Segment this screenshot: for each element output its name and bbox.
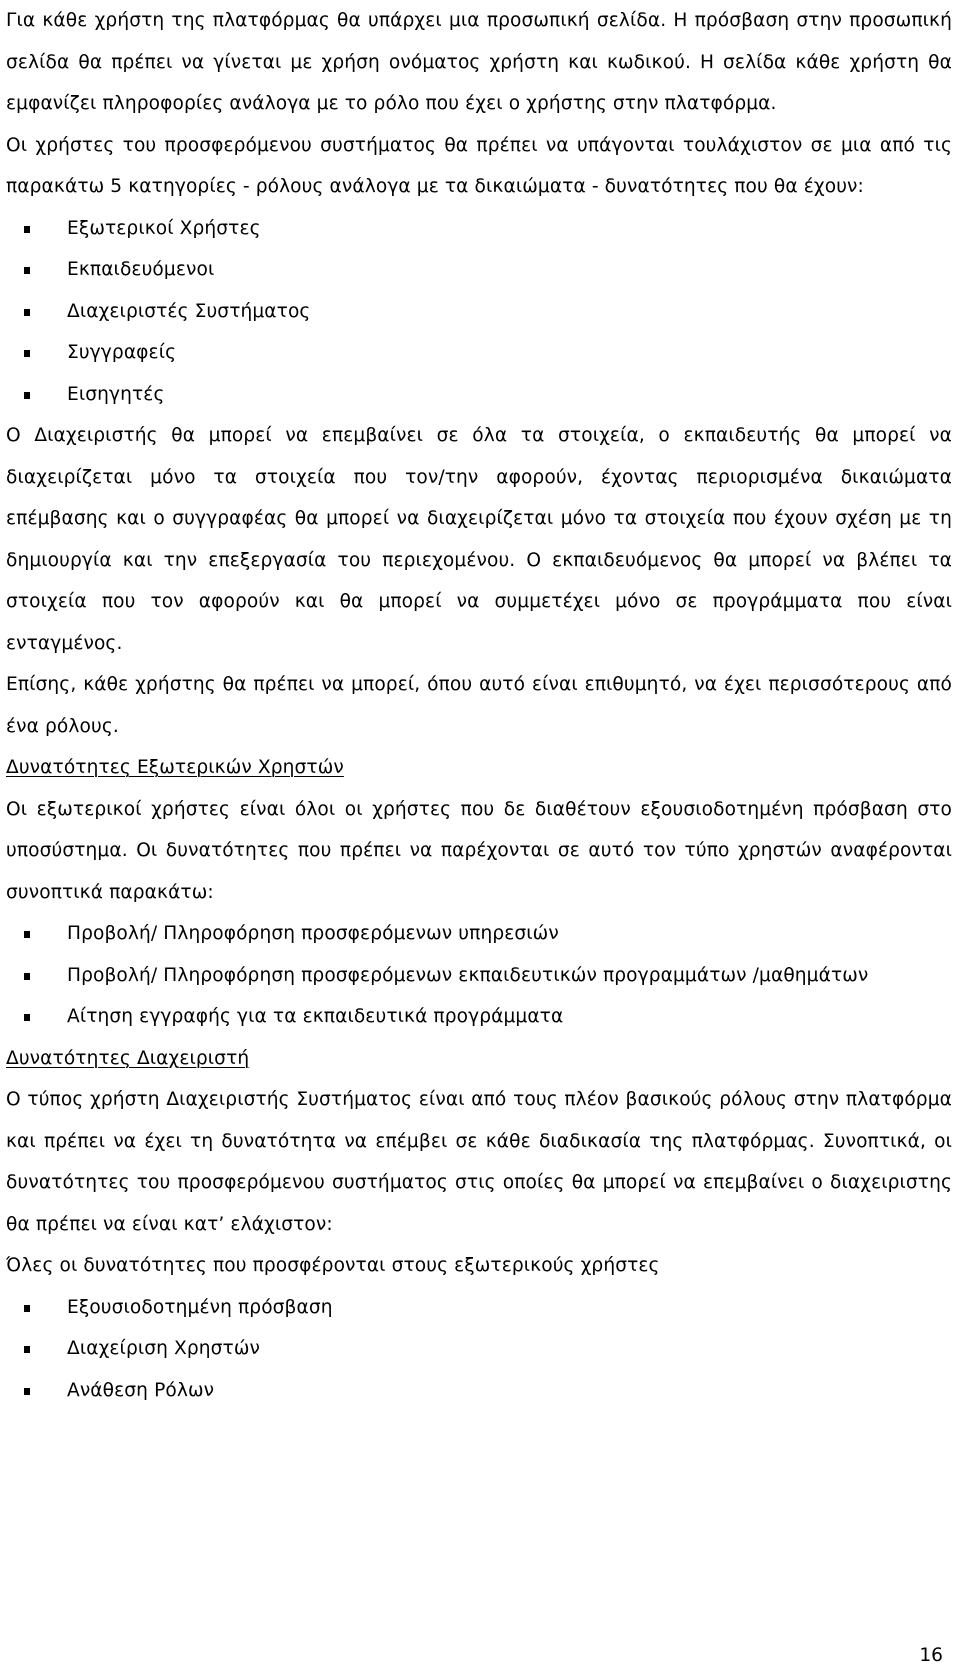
list-item-text: Ανάθεση Ρόλων: [67, 1379, 215, 1401]
list-item: [6, 955, 952, 997]
bullet-icon: [24, 1305, 30, 1312]
list-item: [6, 1287, 952, 1329]
bullet-icon: [24, 267, 30, 274]
list-item: [6, 1328, 952, 1370]
list-item-text: Εισηγητές: [67, 383, 165, 405]
administrator-list: [6, 1287, 952, 1412]
list-item-text: Εξωτερικοί Χρήστες: [67, 217, 261, 239]
external-users-heading: Δυνατότητες Εξωτερικών Χρηστών: [6, 757, 344, 778]
bullet-icon: [24, 973, 30, 980]
bullet-icon: [24, 931, 30, 938]
bullet-icon: [24, 226, 30, 233]
multiple-roles-paragraph: Επίσης, κάθε χρήστης θα πρέπει να μπορεί, όπου αυτό είναι επιθυμητό, να έχει περισσότερους από ένα ρόλους.: [6, 674, 952, 737]
list-item-text: Διαχειριστές Συστήματος: [67, 300, 311, 322]
list-item-text: Προβολή/ Πληροφόρηση προσφερόμενων εκπαιδευτικών προγραμμάτων /μαθημάτων: [67, 964, 869, 986]
list-item: [6, 374, 952, 416]
roles-description-paragraph: Ο Διαχειριστής θα μπορεί να επεμβαίνει σε όλα τα στοιχεία, ο εκπαιδευτής θα μπορεί να διαχειρίζεται μόνο τα στοιχεία που τον/την αφορούν, έχοντας περιορισμένα δικαιώματα επέμβασης και ο συγγραφέας θα μπορεί να διαχειρίζεται μόνο τα στοιχεία που έχουν σχέση με τη δημιουργία και την επεξεργασία του περιεχομένου. Ο εκπαιδευόμενος θα μπορεί να βλέπει τα στοιχεία που τον αφορούν και θα μπορεί να συμμετέχει μόνο σε προγράμματα που είναι ενταγμένος.: [6, 425, 952, 654]
administrator-paragraph: Ο τύπος χρήστη Διαχειριστής Συστήματος είναι από τους πλέον βασικούς ρόλους στην πλατφόρμα και πρέπει να έχει τη δυνατότητα να επέμβει σε κάθε διαδικασία της πλατφόρμας. Συνοπτικά, οι δυνατότητες του προσφερόμενου συστήματος στις οποίες θα μπορεί να επεμβαίνει ο διαχειριστης θα πρέπει να είναι κατ’ ελάχιστον:: [6, 1089, 952, 1235]
list-item: [6, 996, 952, 1038]
document-page: [6, 0, 952, 1411]
list-item: [6, 291, 952, 333]
list-item-text: Διαχείριση Χρηστών: [67, 1338, 260, 1359]
bullet-icon: [24, 1346, 30, 1353]
page-number: 16: [919, 1645, 943, 1666]
list-item: [6, 1370, 952, 1412]
bullet-icon: [24, 392, 30, 399]
external-users-paragraph: Οι εξωτερικοί χρήστες είναι όλοι οι χρήστες που δε διαθέτουν εξουσιοδοτημένη πρόσβαση στο υποσύστημα. Οι δυνατότητες που πρέπει να παρέχονται σε αυτό τον τύπο χρηστών αναφέρονται συνοπτικά παρακάτω:: [6, 798, 952, 903]
external-users-list: [6, 913, 952, 1038]
roles-list: [6, 208, 952, 416]
list-item: [6, 332, 952, 374]
bullet-icon: [24, 1014, 30, 1021]
list-item-text: Εξουσιοδοτημένη πρόσβαση: [67, 1296, 333, 1318]
administrator-heading: Δυνατότητες Διαχειριστή: [6, 1047, 250, 1069]
bullet-icon: [24, 309, 30, 316]
list-item: [6, 208, 952, 250]
intro-paragraph: Για κάθε χρήστη της πλατφόρμας θα υπάρχει μια προσωπική σελίδα. Η πρόσβαση στην προσωπική σελίδα θα πρέπει να γίνεται με χρήση ονόματος χρήστη και κωδικού. Η σελίδα κάθε χρήστη θα εμφανίζει πληροφορίες ανάλογα με το ρόλο που έχει ο χρήστης στην πλατφόρμα.: [6, 10, 952, 114]
administrator-summary-line: Όλες οι δυνατότητες που προσφέρονται στους εξωτερικούς χρήστες: [6, 1255, 660, 1276]
list-item: [6, 913, 952, 955]
roles-intro-paragraph: Οι χρήστες του προσφερόμενου συστήματος θα πρέπει να υπάγονται τουλάχιστον σε μια από τις παρακάτω 5 κατηγορίες - ρόλους ανάλογα με τα δικαιώματα - δυνατότητες που θα έχουν:: [6, 134, 952, 197]
bullet-icon: [24, 350, 30, 357]
list-item-text: Αίτηση εγγραφής για τα εκπαιδευτικά προγράμματα: [67, 1006, 564, 1027]
bullet-icon: [24, 1388, 30, 1395]
list-item: [6, 249, 952, 291]
list-item-text: Συγγραφείς: [67, 342, 177, 363]
list-item-text: Εκπαιδευόμενοι: [67, 259, 215, 280]
list-item-text: Προβολή/ Πληροφόρηση προσφερόμενων υπηρεσιών: [67, 923, 559, 944]
